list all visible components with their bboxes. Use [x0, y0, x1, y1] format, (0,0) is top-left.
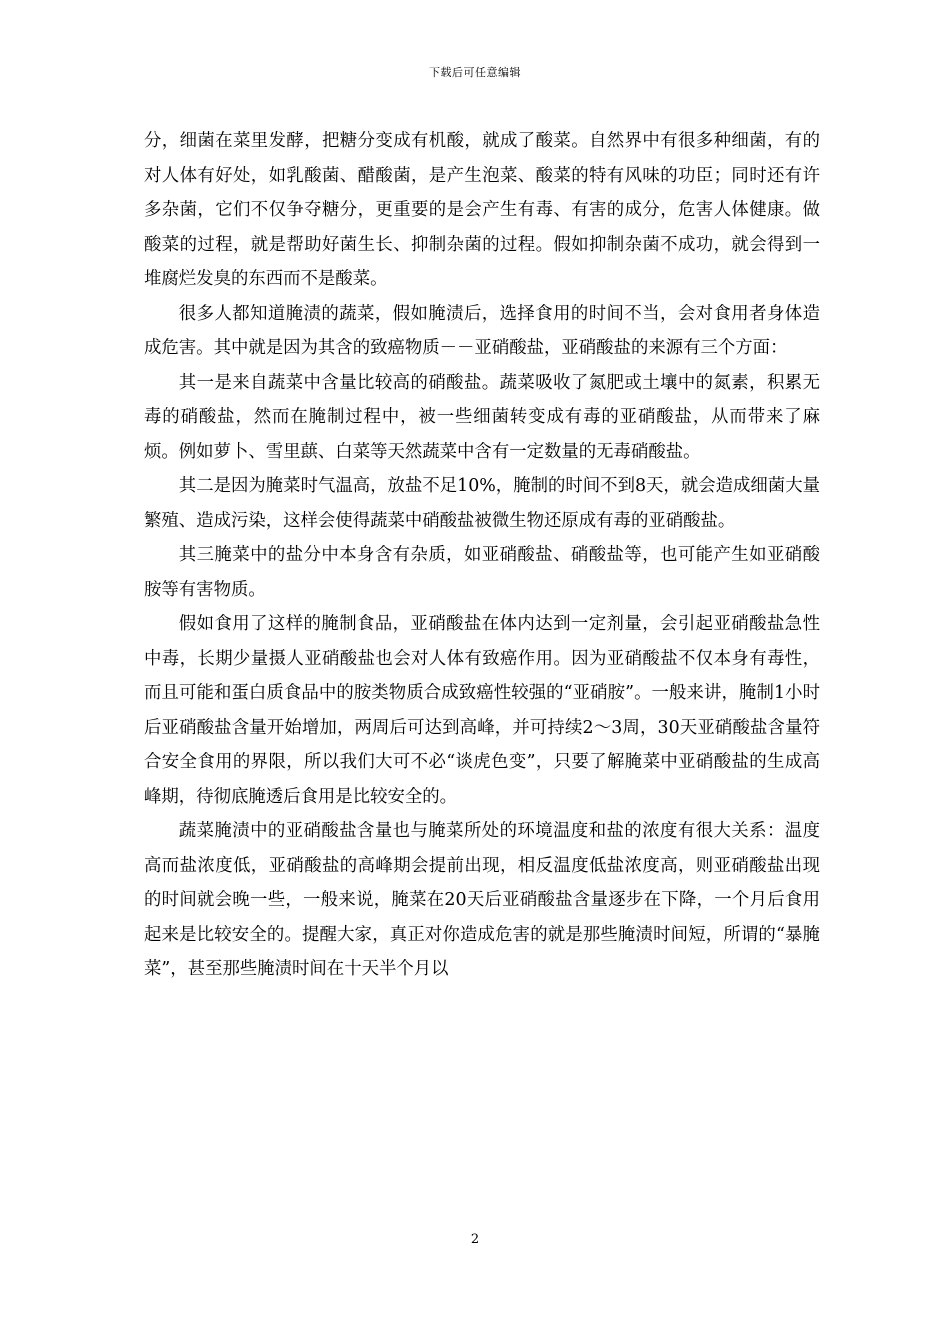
paragraph-continuation: 分，细菌在菜里发酵，把糖分变成有机酸，就成了酸菜。自然界中有很多种细菌，有的对人体有好处，如乳酸菌、醋酸菌，是产生泡菜、酸菜的特有风味的功臣；同时还有许多杂菌，它们不仅争夺糖分，更重要的是会产生有毒、有害的成分，危害人体健康。做酸菜的过程，就是帮助好菌生长、抑制杂菌的过程。假如抑制杂菌不成功，就会得到一堆腐烂发臭的东西而不是酸菜。 — [144, 131, 820, 289]
paragraph-nitrite-intro: 很多人都知道腌渍的蔬菜，假如腌渍后，选择食用的时间不当，会对食用者身体造成危害。其中就是因为其含的致癌物质－－亚硝酸盐，亚硝酸盐的来源有三个方面： — [144, 303, 820, 358]
paragraph-temperature-salt: 蔬菜腌渍中的亚硝酸盐含量也与腌菜所处的环境温度和盐的浓度有很大关系：温度高而盐浓度低，亚硝酸盐的高峰期会提前出现，相反温度低盐浓度高，则亚硝酸盐出现的时间就会晚一些，一般来说，腌菜在20天后亚硝酸盐含量逐步在下降，一个月后食用起来是比较安全的。提醒大家，真正对你造成危害的就是那些腌渍时间短，所谓的“暴腌菜”，甚至那些腌渍时间在十天半个月以 — [144, 821, 820, 979]
paragraph-poisoning: 假如食用了这样的腌制食品，亚硝酸盐在体内达到一定剂量，会引起亚硝酸盐急性中毒，长期少量摄人亚硝酸盐也会对人体有致癌作用。因为亚硝酸盐不仅本身有毒性，而且可能和蛋白质食品中的胺类物质合成致癌性较强的“亚硝胺”。一般来讲，腌制1小时后亚硝酸盐含量开始增加，两周后可达到高峰，并可持续2～3周，30天亚硝酸盐含量符合安全食用的界限，所以我们大可不必“谈虎色变”，只要了解腌菜中亚硝酸盐的生成高峰期，待彻底腌透后食用是比较安全的。 — [144, 614, 820, 807]
page-header: 下载后可任意编辑 — [429, 66, 521, 79]
page-number: 2 — [470, 1232, 480, 1247]
paragraph-source-two: 其二是因为腌菜时气温高，放盐不足10%，腌制的时间不到8天，就会造成细菌大量繁殖、造成污染，这样会使得蔬菜中硝酸盐被微生物还原成有毒的亚硝酸盐。 — [144, 476, 820, 531]
document-body — [144, 124, 820, 987]
paragraph-source-three: 其三腌菜中的盐分中本身含有杂质，如亚硝酸盐、硝酸盐等，也可能产生如亚硝酸胺等有害物质。 — [144, 545, 820, 600]
paragraph-source-one: 其一是来自蔬菜中含量比较高的硝酸盐。蔬菜吸收了氮肥或土壤中的氮素，积累无毒的硝酸盐，然而在腌制过程中，被一些细菌转变成有毒的亚硝酸盐，从而带来了麻烦。例如萝卜、雪里蕻、白菜等天然蔬菜中含有一定数量的无毒硝酸盐。 — [144, 372, 820, 462]
